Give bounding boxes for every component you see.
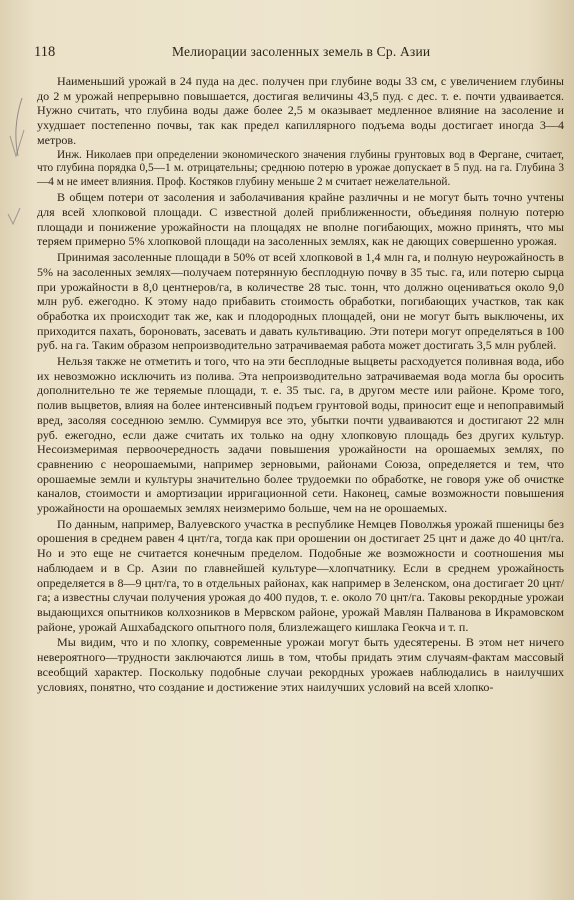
paragraph-1: Наименьший урожай в 24 пуда на дес. получен при глубине воды 33 см, с увеличением глубины до 2 м урожай непрерывно повышается, достигая величины 43,5 пуд. с дес. т. е. почти удваивается. Нужно считать, что глубина воды даже более 2,5 м оказывает медленное влияние на засоление и ухудшает постепенно почвы, так как предел капиллярного подъема воды достигает иногда 3—4 метров. — [37, 74, 564, 147]
paragraph-4: Принимая засоленные площади в 50% от всей хлопковой в 1,4 млн га, и полную неурожайность в 5% на засоленных землях—получаем потерянную бесплодную почву в 35 тыс. га, или потерю сырца при урожайности в 8,0 центнеров/га, в количестве 28 тыс. тонн, что должно оцениваться около 9,0 млн руб. ежегодно. К этому надо прибавить стоимость обработки, погибающих участков, так как обработка их происходит так же, как и плодородных площадей, они не могут быть выключены, их приходится пахать, бороновать, засевать и давать культивацию. Эти потери могут определяться в 100 руб. на га. Таким образом непроизводительно затрачиваемая работа может достигать 3,5 млн рублей. — [37, 250, 564, 353]
paragraph-5: Нельзя также не отметить и того, что на эти бесплодные выцветы расходуется поливная вода, ибо их невозможно исключить из полива. Эта непроизводительно затрачиваемая вода могла бы оросить дополнительно те же теряемые площади, т. е. 35 тыс. га, в другом месте или районе. Кроме того, полив выцветов, влияя на более интенсивный подъем грунтовой воды, приносит еще и непоправимый вред, засоляя соседнюю землю. Суммируя все это, убытки почти удваиваются и достигают 22 млн руб. ежегодно, если даже считать их только на одну хлопковую площадь без других культур. Несоизмеримая первоочередность задачи повышения урожайности на орошаемых землях, по сравнению с неорошаемыми, например зерновыми, районами Союза, определяется и тем, что орошаемые земли и культуры значительно более трудоемки по обработке, не говоря уже об очистке каналов, стоимости и амортизации ирригационной сети. Наконец, самые возможности повышения урожайности на орошаемых землях неизмеримо больше, чем на не орошаемых. — [37, 354, 564, 516]
running-title: Мелиорации засоленных земель в Ср. Азии — [172, 44, 431, 59]
paragraph-3: В общем потери от засоления и заболачивания крайне различны и не могут быть точно учтены для всей хлопковой площади. С известной долей приближенности, объединяя полную потерю площади и понижение урожайности на площадях не вполне погибающих, можно принять, что мы теряем примерно 5% хлопковой площади на засоленных землях, как не дающих совершенно урожая. — [37, 190, 564, 249]
paragraph-6: По данным, например, Валуевского участка в республике Немцев Поволжья урожай пшеницы без орошения в среднем равен 4 цнт/га, тогда как при орошении он достигает 25 цнт и даже до 40 цнт/га. Но и это еще не считается конечным пределом. Подобные же возможности и соотношения мы наблюдаем и в Ср. Азии по главнейшей культуре—хлопчатнику. Если в среднем урожайность определяется в 8—9 цнт/га, то в отдельных районах, как например в Зеленском, она достигает 20 цнт/га; а известны случаи получения урожая до 400 пудов, т. е. около 70 цнт/га. Таковы рекордные урожаи выдающихся опытников колхозников в Мервском районе, урожай Мавлян Палванова в Икрамовском районе, урожай Ашхабадского опытного поля, близлежащего кишлака Геокча и т. п. — [37, 516, 564, 634]
page-number: 118 — [34, 44, 56, 60]
body-text — [37, 74, 564, 695]
page-header — [34, 44, 554, 61]
pencil-margin-mark — [2, 96, 28, 226]
paragraph-7: Мы видим, что и по хлопку, современные урожаи могут быть удесятерены. В этом нет ничего невероятного—трудности заключаются лишь в том, чтобы придать этим случаям-фактам массовый всеобщий характер. Поскольку подобные случаи рекордных урожаев наблюдались в наилучших условиях, понятно, что создание и достижение этих наилучших условий на всей хлопко- — [37, 635, 564, 694]
paragraph-2: Инж. Николаев при определении экономического значения глубины грунтовых вод в Фергане, считает, что глубина порядка 0,5—1 м. отрицательны; среднюю потерю в урожае допускает в 5 пуд. на га. Глубина 3—4 м не имеет влияния. Проф. Костяков глубину меньше 2 м считает нежелательной. — [37, 148, 564, 188]
